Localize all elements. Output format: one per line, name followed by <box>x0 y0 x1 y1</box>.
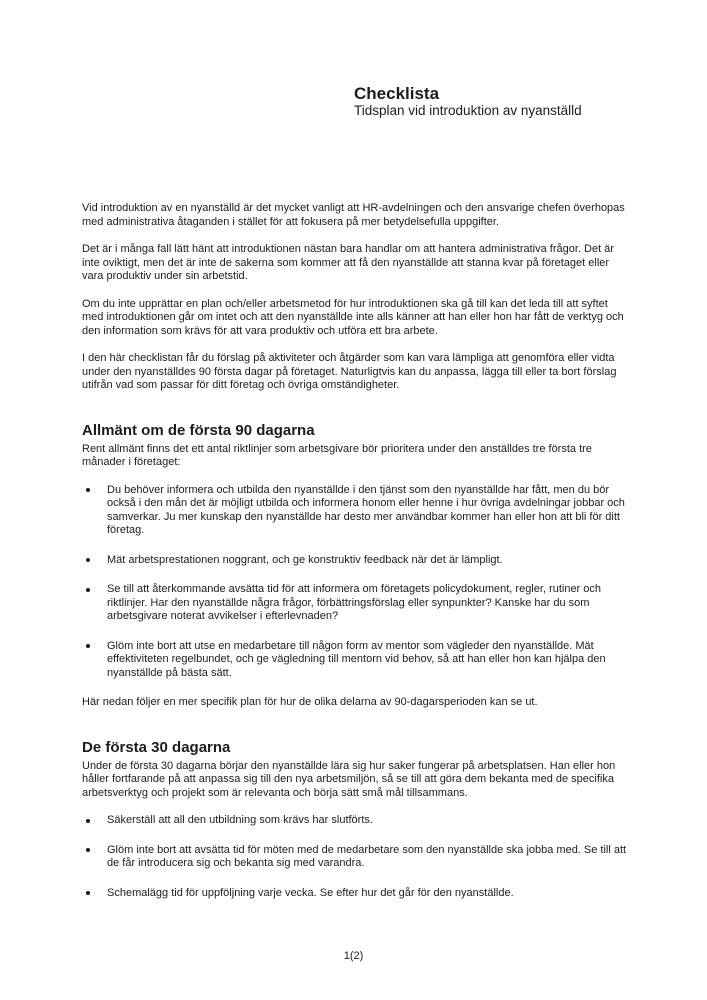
list-item <box>82 640 631 681</box>
list-item-text: Du behöver informera och utbilda den nyanställde i den tjänst som den nyanställde har fått, men du bör också i den mån det är möjligt utbilda och informera honom eller henne i hur övriga avdelningar jobbar och samverkar. Ju mer kunskap den nyanställde har desto mer användbar kommer han eller hon att bli för ditt företag. <box>107 483 625 536</box>
page-title: Checklista <box>354 84 440 103</box>
list-item <box>82 887 631 901</box>
section-2-intro: Under de första 30 dagarna börjar den nyanställde lära sig hur saker fungerar på arbetsplatsen. Han eller hon håller fortfarande på att anpassa sig till den nya arbetsmiljön, så se till att göra dem bekanta med de specifika arbetsverktyg och projekt som är relevanta och börja sätt små mål tillsammans. <box>82 759 616 799</box>
bullet-icon <box>86 891 90 895</box>
section-1-intro: Rent allmänt finns det ett antal riktlinjer som arbetsgivare bör prioritera under den anställdes tre första tre månader i företaget: <box>82 442 592 468</box>
page-footer <box>0 950 707 962</box>
list-item-text: Säkerställ att all den utbildning som krävs har slutförts. <box>107 814 373 826</box>
list-item-text: Glöm inte bort att avsätta tid för möten med de medarbetare som den nyanställde ska jobba med. Se till att de får introducera sig och bekanta sig med varandra. <box>107 843 627 869</box>
intro-paragraph-1: Vid introduktion av en nyanställd är det mycket vanligt att HR-avdelningen och den ansvarige chefen överhopas med administrativa åtaganden i stället för att fokusera på mer betydelsefulla uppgifter. <box>82 202 625 228</box>
intro-paragraph-3: Om du inte upprättar en plan och/eller arbetsmetod för hur introduktionen ska gå till kan det leda till att syftet med introduktionen går om intet och att den nyanställde inte alls känner att han eller hon har fått de verktyg och den information som krävs för att vara produktiv och utföra ett bra arbete. <box>82 297 624 337</box>
bullet-icon <box>86 819 90 823</box>
section-2-bullet-list <box>82 814 631 900</box>
bullet-icon <box>86 588 90 592</box>
list-item <box>82 554 631 568</box>
list-item <box>82 814 631 828</box>
bullet-icon <box>86 848 90 852</box>
document-body <box>82 202 631 916</box>
section-heading-allmant-90-dagarna: Allmänt om de första 90 dagarna <box>82 421 315 439</box>
section-1-bullet-list <box>82 484 631 681</box>
bullet-icon <box>86 644 90 648</box>
list-item-text: Mät arbetsprestationen noggrant, och ge konstruktiv feedback när det är lämpligt. <box>107 553 503 566</box>
list-item <box>82 583 631 624</box>
list-item-text: Se till att återkommande avsätta tid för att informera om företagets policydokument, regler, rutiner och riktlinjer. Har den nyanställde några frågor, förbättringsförslag eller synpunkter? Kanske har du som arbetsgivare noterat avvikelser i efterlevnaden? <box>107 583 602 622</box>
intro-paragraph-2: Det är i många fall lätt hänt att introduktionen nästan bara handlar om att hantera administrativa frågor. Det är inte oviktigt, men det är inte de sakerna som kommer att få den nyanställde att stanna kvar på företaget eller vara produktiv under sin arbetstid. <box>82 243 614 282</box>
intro-paragraph-4: I den här checklistan får du förslag på aktiviteter och åtgärder som kan vara lämpliga att genomföra eller vidta under den nyanställdes 90 första dagar på företaget. Naturligtvis kan du anpassa, lägga till eller ta bort förslag utifrån vad som passar för ditt företag och övriga omständigheter. <box>82 352 617 391</box>
page-subtitle: Tidsplan vid introduktion av nyanställd <box>354 103 582 118</box>
page-number: 1(2) <box>343 950 364 962</box>
section-1-outro: Här nedan följer en mer specifik plan för hur de olika delarna av 90-dagarsperioden kan se ut. <box>82 696 538 708</box>
list-item <box>82 844 631 871</box>
document-header <box>354 84 654 119</box>
list-item-text: Glöm inte bort att utse en medarbetare till någon form av mentor som vägleder den nyanställde. Mät effektiviteten regelbundet, och ge vägledning till mentorn vid behov, så att han eller hon kan hjälpa den nyanställde på bästa sätt. <box>107 639 606 679</box>
list-item <box>82 484 631 538</box>
bullet-icon <box>86 488 90 492</box>
list-item-text: Schemalägg tid för uppföljning varje vecka. Se efter hur det går för den nyanställde. <box>107 886 514 899</box>
section-heading-forsta-30-dagarna: De första 30 dagarna <box>82 738 231 756</box>
bullet-icon <box>86 558 90 562</box>
